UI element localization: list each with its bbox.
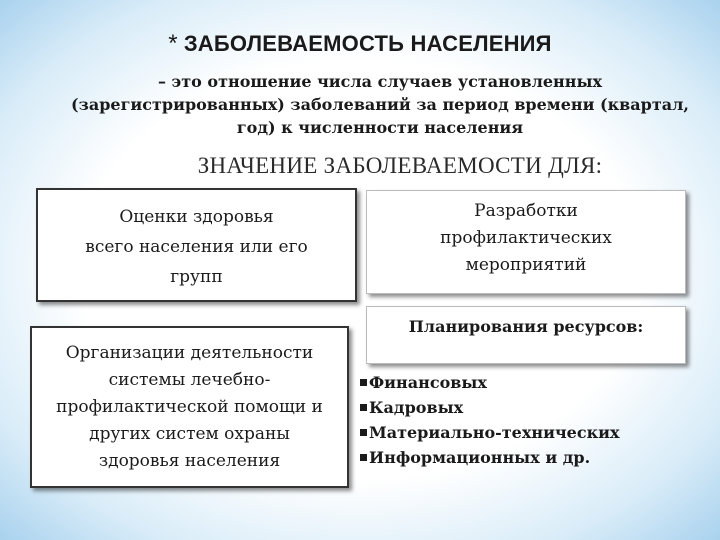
list-item: [360, 420, 620, 445]
square-bullet-icon: [360, 429, 367, 436]
box-line: профилактических: [440, 228, 612, 248]
box-line: других систем охраны: [89, 424, 290, 444]
page-title: [0, 30, 720, 58]
box-line: мероприятий: [465, 255, 587, 275]
box-line: системы лечебно-: [108, 370, 271, 390]
box-line: профилактической помощи и: [56, 397, 323, 417]
list-item: [360, 370, 620, 395]
resource-list: [360, 370, 620, 470]
square-bullet-icon: [360, 454, 367, 461]
prevention-measures-box: [366, 190, 686, 294]
square-bullet-icon: [360, 379, 367, 386]
definition-line: (зарегистрированных) заболеваний за период времени (квартал,: [71, 95, 689, 114]
box-line: Разработки: [474, 201, 578, 221]
box-line: Организации деятельности: [65, 343, 314, 363]
resource-planning-box: [366, 306, 686, 364]
organization-box: [30, 326, 349, 488]
list-item-label: Финансовых: [369, 373, 487, 392]
section-subheading: ЗНАЧЕНИЕ ЗАБОЛЕВАЕМОСТИ ДЛЯ:: [197, 153, 603, 178]
resource-planning-label: Планирования ресурсов:: [408, 317, 644, 336]
star-marker: *: [168, 30, 178, 57]
list-item-label: Материально-технических: [369, 423, 620, 442]
list-item-label: Информационных и др.: [369, 448, 591, 467]
page-title-text: ЗАБОЛЕВАЕМОСТЬ НАСЕЛЕНИЯ: [183, 31, 552, 56]
box-line: Оценки здоровья: [119, 207, 274, 227]
square-bullet-icon: [360, 404, 367, 411]
definition-line: – это отношение числа случаев установленных: [157, 72, 603, 91]
box-line: всего населения или его: [85, 237, 308, 257]
list-item-label: Кадровых: [369, 398, 464, 417]
health-assessment-box: [36, 188, 357, 302]
definition-line: год) к численности населения: [236, 118, 524, 137]
list-item: [360, 445, 620, 470]
definition-text: [60, 70, 700, 139]
box-line: здоровья населения: [98, 451, 281, 471]
box-line: групп: [170, 267, 223, 287]
list-item: [360, 395, 620, 420]
